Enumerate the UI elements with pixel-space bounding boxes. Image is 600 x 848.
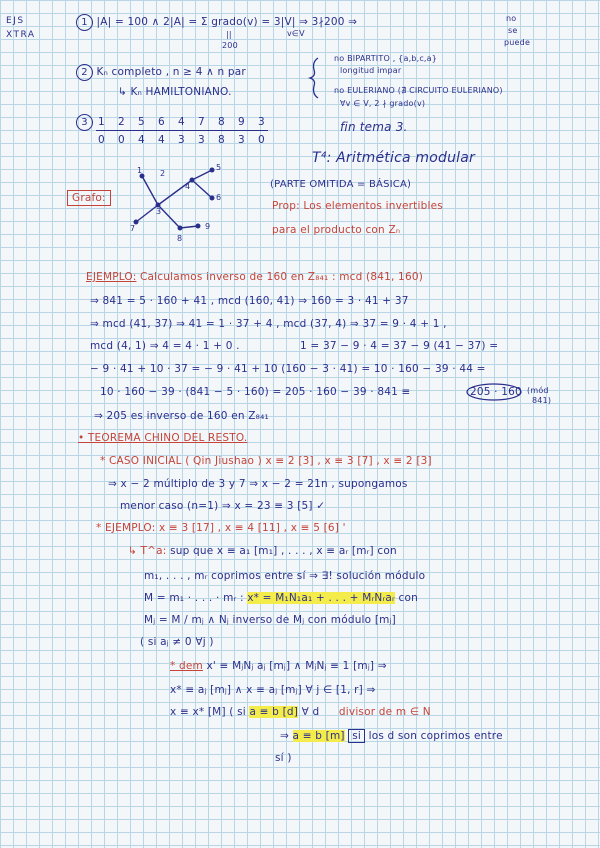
seq-cell: 8 (218, 116, 225, 128)
proof-text: x' ≡ MⱼNⱼ aⱼ [mⱼ] ∧ MⱼNⱼ ≡ 1 [mⱼ] ⇒ (206, 660, 387, 672)
proof-text: los d son coprimos entre (368, 730, 503, 742)
graph-label: Grafo: (67, 190, 111, 206)
proposition: para el producto con Zₙ (272, 224, 401, 236)
section-number: 1 (76, 14, 93, 31)
proof-line: sí ) (275, 752, 292, 764)
verdict: se (508, 26, 518, 35)
graph-node (178, 226, 183, 231)
brace (310, 58, 318, 98)
node-label: 5 (216, 163, 222, 172)
sub-value: 200 (222, 41, 238, 50)
verdict: puede (504, 38, 531, 47)
seq-cell: 4 (178, 116, 185, 128)
conclusion-line: ⇒ 205 es inverso de 160 en Z₈₄₁ (94, 410, 269, 422)
proof-text: si (348, 729, 365, 743)
seq-cell: 0 (258, 134, 265, 146)
seq-cell: 6 (158, 116, 165, 128)
seq-cell: 5 (138, 116, 145, 128)
node-label: 9 (205, 222, 211, 231)
proof-text: x ≡ x* [M] ( si (170, 706, 246, 718)
seq-cell: 3 (238, 134, 245, 146)
sub-mark: || (226, 30, 232, 39)
proof-text: ∀ d (301, 706, 320, 718)
node-label: 7 (130, 224, 136, 233)
mod-note: (mód (527, 386, 549, 395)
seq-cell: 1 (98, 116, 105, 128)
proof-label: * dem (170, 660, 203, 672)
topic-subtitle: (PARTE OMITIDA = BÁSICA) (270, 179, 412, 190)
graph-node (210, 196, 215, 201)
seq-cell: 3 (178, 134, 185, 146)
margin-label: XTRA (6, 30, 36, 40)
calc-line: 10 · 160 − 39 · (841 − 5 · 160) = 205 · 160 − 39 · 841 ≡ (100, 386, 411, 398)
hamiltonian-line: ↳ Kₙ HAMILTONIANO. (118, 86, 232, 98)
graph-edge (192, 180, 212, 198)
calc-line: mcd (4, 1) ⇒ 4 = 4 · 1 + 0 . (90, 340, 240, 352)
seq-cell: 8 (218, 134, 225, 146)
section-heading: • TEOREMA CHINO DEL RESTO. (78, 432, 248, 444)
section-2-text: Kₙ completo , n ≥ 4 ∧ n par (96, 66, 246, 78)
solution-formula: x* = M₁N₁a₁ + . . . + MᵣNᵣaᵣ (247, 592, 395, 604)
divider (96, 130, 268, 131)
graph-node (210, 168, 215, 173)
theorem-condition: ( si aⱼ ≠ 0 ∀j ) (140, 636, 214, 648)
node-label: 2 (160, 169, 166, 178)
graph-edge (192, 170, 212, 180)
proof-text: ⇒ (280, 730, 289, 742)
seq-cell: 0 (118, 134, 125, 146)
margin-label: EJS (6, 16, 25, 26)
node-label: 8 (177, 234, 183, 243)
example-label: EJEMPLO: (86, 271, 137, 283)
note: no EULERIANO (∄ CIRCUITO EULERIANO) (334, 86, 503, 95)
section-1-line (76, 14, 357, 31)
seq-cell: 3 (258, 116, 265, 128)
note: longitud impar (340, 66, 402, 75)
section-number: 3 (76, 114, 93, 131)
calc-line: 1 = 37 − 9 · 4 = 37 − 9 (41 − 37) = (300, 340, 499, 352)
graph-edge (142, 176, 158, 205)
seq-cell: 9 (238, 116, 245, 128)
section-3-line (76, 114, 93, 131)
result-value: 205 · 160 (470, 386, 522, 398)
seq-cell: 2 (118, 116, 125, 128)
sum-index: v∈V (287, 29, 305, 38)
example-line: * EJEMPLO: x ≡ 3 [17] , x ≡ 4 [11] , x ≡ 5 [6] ' (96, 522, 346, 534)
seq-cell: 0 (98, 134, 105, 146)
graph-edge (180, 226, 198, 228)
congruence-highlight: a ≡ b [m] (292, 730, 345, 742)
graph-edge (136, 205, 158, 222)
node-label: 4 (185, 182, 191, 191)
node-label: 3 (156, 207, 162, 216)
theorem-line (128, 545, 397, 557)
seq-cell: 3 (198, 134, 205, 146)
section-number: 2 (76, 64, 93, 81)
calc-line: ⇒ 841 = 5 · 160 + 41 , mcd (160, 41) ⇒ 160 = 3 · 41 + 37 (90, 295, 409, 307)
proof-text: divisor de m ∈ N (338, 706, 431, 718)
section-2-line (76, 64, 246, 81)
base-case-line: menor caso (n=1) ⇒ x = 23 ≡ 3 [5] ✓ (120, 500, 326, 512)
base-case: * CASO INICIAL ( Qin Jiushao ) x ≡ 2 [3] , x ≡ 3 [7] , x ≡ 2 [3] (100, 455, 432, 467)
theorem-line: m₁, . . . , mᵣ coprimos entre sí ⇒ ∃! solución módulo (144, 570, 426, 582)
node-label: 1 (137, 166, 143, 175)
theorem-text: sup que x ≡ a₁ [m₁] , . . . , x ≡ aᵣ [mᵣ] con (170, 545, 397, 557)
node-label: 6 (216, 193, 222, 202)
seq-cell: 7 (198, 116, 205, 128)
theorem-line: Mⱼ = M / mⱼ ∧ Nⱼ inverso de Mⱼ con módulo [mⱼ] (144, 614, 396, 626)
example-line (86, 271, 423, 283)
base-case-line: ⇒ x − 2 múltiplo de 3 y 7 ⇒ x − 2 = 21n , supongamos (108, 478, 408, 490)
proof-line (170, 660, 387, 672)
topic-title: T⁴: Aritmética modular (312, 150, 475, 166)
verdict: no (506, 14, 517, 23)
end-of-topic: fin tema 3. (340, 120, 408, 134)
theorem-text: con (398, 592, 418, 604)
seq-cell: 4 (138, 134, 145, 146)
graph-edge (158, 205, 180, 228)
section-1-text: |A| = 100 ∧ 2|A| = Σ grado(v) = 3|V| ⇒ 3∤200 ⇒ (96, 16, 358, 28)
theorem-label: ↳ T^a: (128, 545, 167, 557)
note: ∀v ∈ V, 2 ∤ grado(v) (340, 99, 426, 108)
calc-line: − 9 · 41 + 10 · 37 = − 9 · 41 + 10 (160 − 3 · 41) = 10 · 160 − 39 · 44 = (90, 363, 486, 375)
example-text: Calculamos inverso de 160 en Z₈₄₁ : mcd (841, 160) (140, 271, 423, 283)
graph-node (196, 224, 201, 229)
theorem-text: M = m₁ · . . . · mᵣ : (144, 592, 244, 604)
note: no BIPARTITO , {a,b,c,a} (334, 54, 438, 63)
congruence-highlight: a ≡ b [d] (249, 706, 299, 718)
proof-line (170, 706, 431, 718)
proposition: Prop: Los elementos invertibles (272, 200, 443, 212)
calc-line: ⇒ mcd (41, 37) ⇒ 41 = 1 · 37 + 4 , mcd (37, 4) ⇒ 37 = 9 · 4 + 1 , (90, 318, 447, 330)
proof-line (280, 729, 503, 743)
seq-cell: 4 (158, 134, 165, 146)
proof-line: x* ≡ aⱼ [mⱼ] ∧ x ≡ aⱼ [mⱼ] ∀ j ∈ [1, r] ⇒ (170, 684, 376, 696)
theorem-line (144, 592, 418, 604)
sequence-row (98, 134, 278, 146)
sequence-row (98, 116, 278, 128)
mod-note: 841) (532, 396, 552, 405)
